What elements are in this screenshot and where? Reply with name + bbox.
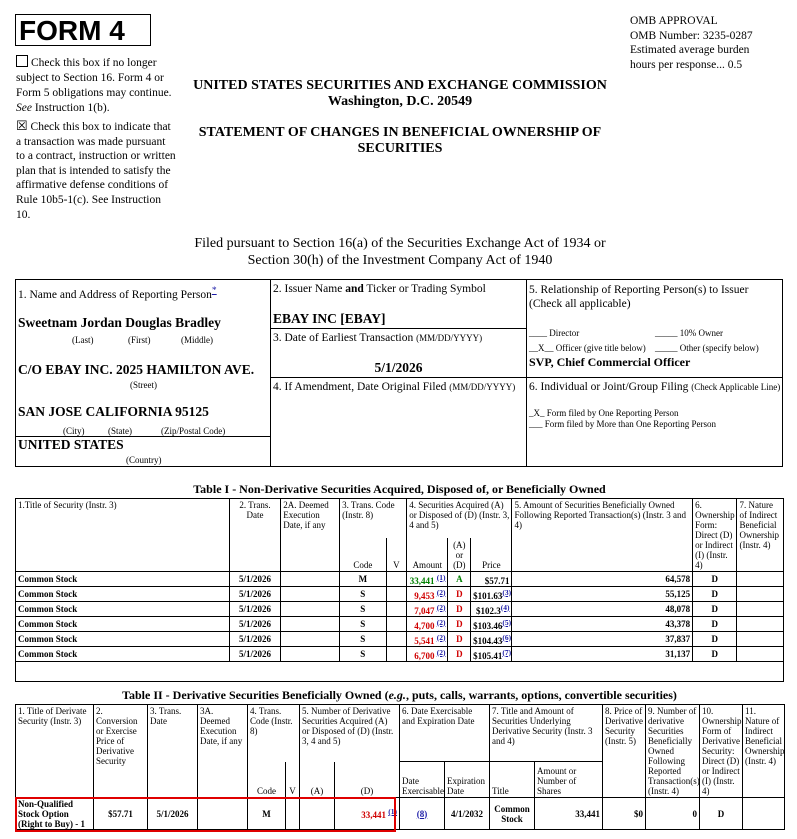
statement-title: STATEMENT OF CHANGES IN BENEFICIAL OWNERSHIP OF SECURITIES <box>198 125 602 156</box>
table2-title: Table II - Derivative Securities Beneficially Owned (e.g., puts, calls, warrants, options, convertible securities) <box>122 688 677 702</box>
omb-approval: OMB APPROVAL OMB Number: 3235-0287 Estimated average burden hours per response... 0.5 <box>630 15 753 71</box>
highlight-box <box>15 797 396 832</box>
footnote-link[interactable]: (7) <box>502 647 512 657</box>
reporter-country: UNITED STATES <box>18 437 124 452</box>
table-row: Common Stock 5/1/2026 S 7,047 $^{(2)}$ D $102.3$^{(4)}$ 48,078 D <box>16 602 784 617</box>
issuer-name: EBAY INC [EBAY] <box>273 311 386 326</box>
reporter-name: Sweetnam Jordan Douglas Bradley <box>18 315 221 330</box>
footnote-link[interactable]: (2) <box>436 587 446 597</box>
table-row: Common Stock 5/1/2026 S 9,453 $^{(2)}$ D $101.63$^{(3)}$ 55,125 D <box>16 587 784 602</box>
table-row: Common Stock 5/1/2026 S 4,700 $^{(2)}$ D $103.46$^{(5)}$ 43,378 D <box>16 617 784 632</box>
footnote-link[interactable]: (3) <box>502 587 512 597</box>
earliest-date-box: 3. Date of Earliest Transaction (MM/DD/YYYY) 5/1/2026 <box>270 328 527 378</box>
footnote-link[interactable]: (2) <box>436 647 446 657</box>
footnote-link[interactable]: (1) <box>388 807 398 816</box>
footnote-link[interactable]: (4) <box>500 602 510 612</box>
check-16-box: Check this box if no longer subject to Section 16. Form 4 or Form 5 obligations may continue. See Instruction 1(b). <box>16 57 172 114</box>
amendment-box: 4. If Amendment, Date Original Filed (MM/DD/YYYY) <box>270 377 527 467</box>
table-row: Common Stock 5/1/2026 S 6,700 $^{(2)}$ D $105.41$^{(7)}$ 31,137 D <box>16 647 784 662</box>
checkbox-empty-icon[interactable] <box>16 55 28 67</box>
issuer-box: 2. Issuer Name and Ticker or Trading Symbol EBAY INC [EBAY] <box>270 279 527 329</box>
footnote-link[interactable]: (6) <box>502 632 512 642</box>
table-row: Common Stock 5/1/2026 M 33,441 $^{(1)}$ A $57.71 64,578 D <box>16 572 784 587</box>
filed-pursuant: Filed pursuant to Section 16(a) of the Securities Exchange Act of 1934 or Section 30(h) of the Investment Company Act of 1940 <box>194 236 606 268</box>
checkbox-checked-icon[interactable]: ☒ <box>16 118 28 133</box>
check-10b5-box: ☒ Check this box to indicate that a transaction was made pursuant to a contract, instruction or written plan that is intended to satisfy the affirmative defense conditions of Rule 10b5-1(c). See Instruction 10. <box>16 118 176 221</box>
officer-title: SVP, Chief Commercial Officer <box>529 355 691 369</box>
group-filing-box: 6. Individual or Joint/Group Filing (Check Applicable Line) _X_ Form filed by One Reporting Person ___ Form filed by More than One Reporting Person <box>526 377 783 467</box>
table2-row: Non-Qualified Stock Option (Right to Buy) - 1 $57.71 5/1/2026 M 33,441 $^{(1)}$ (8) 4/1/2032 Common Stock 33,441 $0 0 D <box>16 798 785 830</box>
footnote-link[interactable]: (1) <box>436 572 446 582</box>
asterisk-link[interactable]: * <box>211 285 217 296</box>
reporter-box: 1. Name and Address of Reporting Person* Sweetnam Jordan Douglas Bradley (Last) (First) (Middle) C/O EBAY INC. 2025 HAMILTON AVE. (Street) SAN JOSE CALIFORNIA 95125 (City) (State) (Zip/Postal Code) UNITED STATES (Country) <box>15 279 271 467</box>
footnote-link[interactable]: (2) <box>436 602 446 612</box>
table-row: Common Stock 5/1/2026 S 5,541 $^{(2)}$ D $104.43$^{(6)}$ 37,837 D <box>16 632 784 647</box>
relationship-box: 5. Relationship of Reporting Person(s) to Issuer (Check all applicable) ____ Director _____ 10% Owner __X__ Officer (give title below) _____ Other (specify below) SVP, Chief Commercial Officer <box>526 279 783 378</box>
table1: 1.Title of Security (Instr. 3) 2. Trans. Date 2A. Deemed Execution Date, if any 3. Trans. Code (Instr. 8) 4. Securities Acquired (A) or Disposed of (D) (Instr. 3, 4 and 5) 5. Amount of Securities Beneficially Owned Following Reported Transaction(s) (Instr. 3 and 4) 6. Ownership Form: Direct (D) or Indirect (I) (Instr. 4) 7. Nature of Indirect Beneficial Ownership (Instr. 4) Code V Amount (A) or (D) Price Common Stock 5/1/2026 M 33,441 $^{(1)}$ A $57.71 64,578 D Common Stock 5/1/2026 S 9,453 $^{(2)}$ D $101.63$^{(3)}$ 55,125 D Common Stock 5/1/2026 S 7,047 $^{(2)}$ D $102.3$^{(4)}$ 48,078 D Common Stock 5/1/2026 S 4,700 $^{(2)}$ D $103.46$^{(5)}$ 43,378 D Common Stock 5/1/2026 S 5,541 $^{(2)}$ D $104.43$^{(6)}$ 37,837 D Common Stock 5/1/2026 S 6,700 $^{(2)}$ D $105.41$^{(7)}$ 31,137 D <box>15 498 784 682</box>
footnote-link[interactable]: (2) <box>436 632 446 642</box>
footnote-link[interactable]: (8) <box>416 808 428 819</box>
table2: 1. Title of Derivate Security (Instr. 3) 2. Conversion or Exercise Price of Derivative Security 3. Trans. Date 3A. Deemed Execution Date, if any 4. Trans. Code (Instr. 8) 5. Number of Derivative Securities Acquired (A) or Disposed of (D) (Instr. 3, 4 and 5) 6. Date Exercisable and Expiration Date 7. Title and Amount of Securities Underlying Derivative Security (Instr. 3 and 4) 8. Price of Derivative Security (Instr. 5) 9. Number of derivative Securities Beneficially Owned Following Reported Transaction(s) (Instr. 4) 10. Ownership Form of Derivative Security: Direct (D) or Indirect (I) (Instr. 4) 11. Nature of Indirect Beneficial Ownership (Instr. 4) Code V (A) (D) Date Exercisable Expiration Date Title Amount or Number of Shares Non-Qualified Stock Option (Right to Buy) - 1 $57.71 5/1/2026 M 33,441 $^{(1)}$ (8) 4/1/2032 Common Stock 33,441 $0 0 D <box>15 704 785 830</box>
earliest-date: 5/1/2026 <box>374 360 423 375</box>
agency-header: UNITED STATES SECURITIES AND EXCHANGE COMMISSION Washington, D.C. 20549 <box>193 78 607 109</box>
footnote-link[interactable]: (5) <box>502 617 512 627</box>
footnote-link[interactable]: (2) <box>436 617 446 627</box>
reporter-street: C/O EBAY INC. 2025 HAMILTON AVE. <box>18 362 255 377</box>
table1-title: Table I - Non-Derivative Securities Acquired, Disposed of, or Beneficially Owned <box>193 482 606 496</box>
reporter-city: SAN JOSE CALIFORNIA 95125 <box>18 404 209 419</box>
form-title: FORM 4 <box>15 14 151 46</box>
